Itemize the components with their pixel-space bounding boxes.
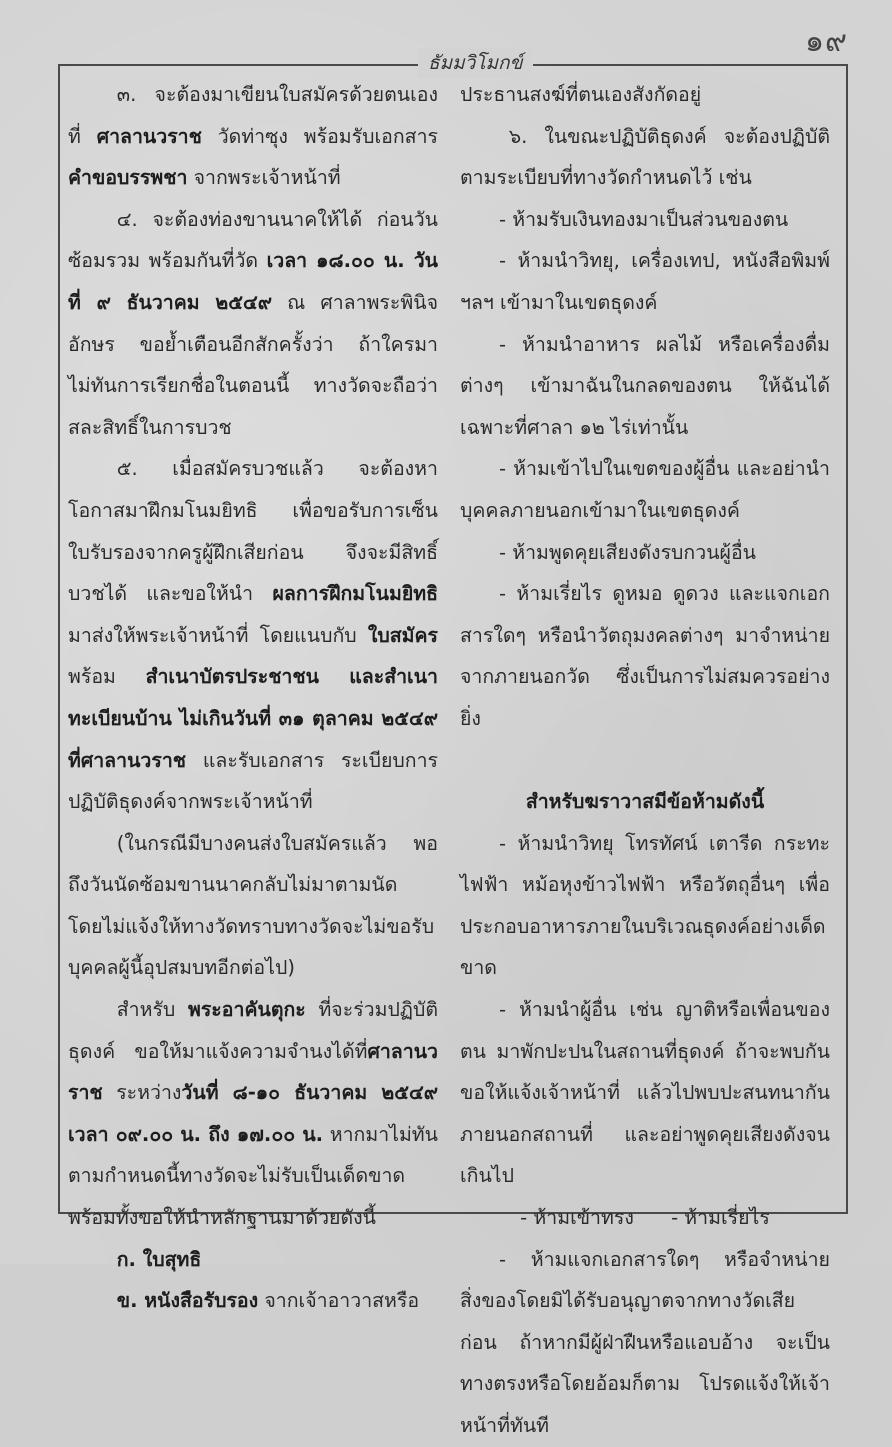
bold-text: พระอาคันตุกะ [187,998,306,1022]
text: วัดท่าซุง พร้อมรับเอกสาร [201,124,438,148]
paragraph-item-6: ๖. ในขณะปฏิบัติธุดงค์ จะต้องปฏิบัติตามระเบียบที่ทางวัดกำหนดไว้ เช่น [460,124,830,190]
rule-item: - ห้ามนำวิทยุ, เครื่องเทป, หนังสือพิมพ์ ฯลฯ เข้ามาในเขตธุดงค์ [460,249,830,314]
rule-text: - ห้ามเรี่ยไร [671,1206,770,1230]
text: หากมาไม่ทันตามกำหนดนี้ทางวัดจะไม่รับเป็นเด็ดขาดพร้อมทั้งขอให้นำหลักฐานมาด้วยดังนี้ [68,1122,438,1230]
text: ๕. เมื่อสมัครบวชแล้ว จะต้องหาโอกาสมาฝึกมโนมยิทธิ เพื่อขอรับการเซ็นใบรับรองจากครูผู้ฝึกเสียก่อน จึงจะมีสิทธิ์บวชได้ และขอให้นำ [68,457,438,606]
rule-text: - ห้ามเข้าทรง [520,1206,634,1230]
spacer [460,740,830,782]
page-number: ๑๙ [804,24,848,59]
left-column [68,74,438,1322]
running-header: ธัมมวิโมกข์ [418,48,533,78]
heading-text: สำหรับฆราวาสมีข้อห้ามดังนี้ [525,790,765,814]
list-item-b [68,1280,438,1322]
bold-text: ข. หนังสือรับรอง [116,1289,259,1313]
rule-item: - ห้ามนำวิทยุ โทรทัศน์ เตารีด กระทะไฟฟ้า หม้อหุงข้าวไฟฟ้า หรือวัตถุอื่นๆ เพื่อประกอบอาหารภายในบริเวณธุดงค์อย่างเด็ดขาด [460,831,830,980]
right-column [460,74,830,1447]
text: พร้อม [68,665,146,689]
text: มาส่งให้พระเจ้าหน้าที่ โดยแนบกับ [68,623,368,647]
list-item-a [68,1239,438,1281]
bold-text: เวลา ๑๘.๐๐ น. วันที่ ๙ ธันวาคม ๒๕๔๙ [68,249,438,314]
rule-item: - ห้ามนำอาหาร ผลไม้ หรือเครื่องดื่มต่างๆ เข้ามาฉันในกลดของตน ให้ฉันได้เฉพาะที่ศาลา ๑๒ ไร่เท่านั้น [460,332,830,439]
paragraph-continuation: ประธานสงฆ์ที่ตนเองสังกัดอยู่ [460,83,702,106]
paragraph-note: (ในกรณีมีบางคนส่งใบสมัครแล้ว พอถึงวันนัดซ้อมขานนาคกลับไม่มาตามนัด โดยไม่แจ้งให้ทางวัดทราบทางวัดจะไม่ขอรับบุคคลผู้นี้อุปสมบทอีกต่อไป) [68,831,438,980]
text: ณ ศาลาพระพินิจอักษร ขอย้ำเตือนอีกสักครั้งว่า ถ้าใครมาไม่ทันการเรียกชื่อในตอนนี้ ทางวัดจะถือว่าสละสิทธิ์ในการบวช [68,290,438,439]
bold-text: ก. ใบสุทธิ [116,1247,202,1271]
paragraph-item-5 [68,448,438,822]
paragraph-item-3 [68,74,438,199]
rule-item: - ห้ามเข้าไปในเขตของผู้อื่น และอย่านำบุคคลภายนอกเข้ามาในเขตธุดงค์ [460,457,830,522]
text: ๓. จะต้องมาเขียนใบสมัครด้วยตนเอง ที่ [68,83,438,148]
rule-item: - ห้ามพูดคุยเสียงดังรบกวนผู้อื่น [499,540,756,564]
rule-item: - ห้ามรับเงินทองมาเป็นส่วนของตน [499,207,789,231]
text: จากเจ้าอาวาสหรือ [258,1289,420,1313]
rule-item: - ห้ามนำผู้อื่น เช่น ญาติหรือเพื่อนของตน มาพักปะปนในสถานที่ธุดงค์ ถ้าจะพบกันขอให้แจ้งเจ้าหน้าที่ แล้วไปพบปะสนทนากันภายนอกสถานที่ และอย่าพูดคุยเสียงดังจนเกินไป [460,998,830,1188]
rule-item: - ห้ามเรี่ยไร ดูหมอ ดูดวง และแจกเอกสารใดๆ หรือนำวัตถุมงคลต่างๆ มาจำหน่ายจากภายนอกวัด ซึ่งเป็นการไม่สมควรอย่างยิ่ง [460,582,830,730]
text: และรับเอกสาร ระเบียบการปฏิบัติธุดงค์จากพระเจ้าหน้าที่ [68,748,438,814]
paragraph-guest-monks [68,989,438,1239]
text: จากพระเจ้าหน้าที่ [187,166,341,190]
text: ๔. จะต้องท่องขานนาคให้ได้ ก่อนวันซ้อมรวม พร้อมกันที่วัด [68,207,438,273]
text: ที่จะร่วมปฏิบัติธุดงค์ ขอให้มาแจ้งความจำนงได้ที่ [68,998,438,1063]
rule-item-pair [460,1197,830,1239]
text: สำหรับ [116,998,188,1022]
bold-text: ศาลานวราช [68,1039,438,1105]
bold-text: คำขอบรรพชา [68,166,188,190]
section-heading [460,781,830,823]
bold-text: ใบสมัคร [367,623,438,647]
bold-text: ศาลานวราช [96,124,202,148]
rule-item: - ห้ามแจกเอกสารใดๆ หรือจำหน่ายสิ่งของโดยมิได้รับอนุญาตจากทางวัดเสียก่อน ถ้าหากมีผู้ฝ่าฝืนหรือแอบอ้าง จะเป็นทางตรงหรือโดยอ้อมก็ตาม โปรดแจ้งให้เจ้าหน้าที่ทันที [460,1247,830,1437]
bold-text: สำเนาบัตรประชาชน และสำเนาทะเบียนบ้าน ไม่เกินวันที่ ๓๑ ตุลาคม ๒๕๔๙ ที่ศาลานวราช [68,665,438,772]
text: ระหว่าง [102,1081,182,1105]
paragraph-item-4 [68,199,438,449]
bold-text: ผลการฝึกมโนมยิทธิ [272,582,438,606]
bold-text: วันที่ ๘-๑๐ ธันวาคม ๒๕๔๙ เวลา ๐๙.๐๐ น. ถึง ๑๗.๐๐ น. [68,1081,438,1146]
